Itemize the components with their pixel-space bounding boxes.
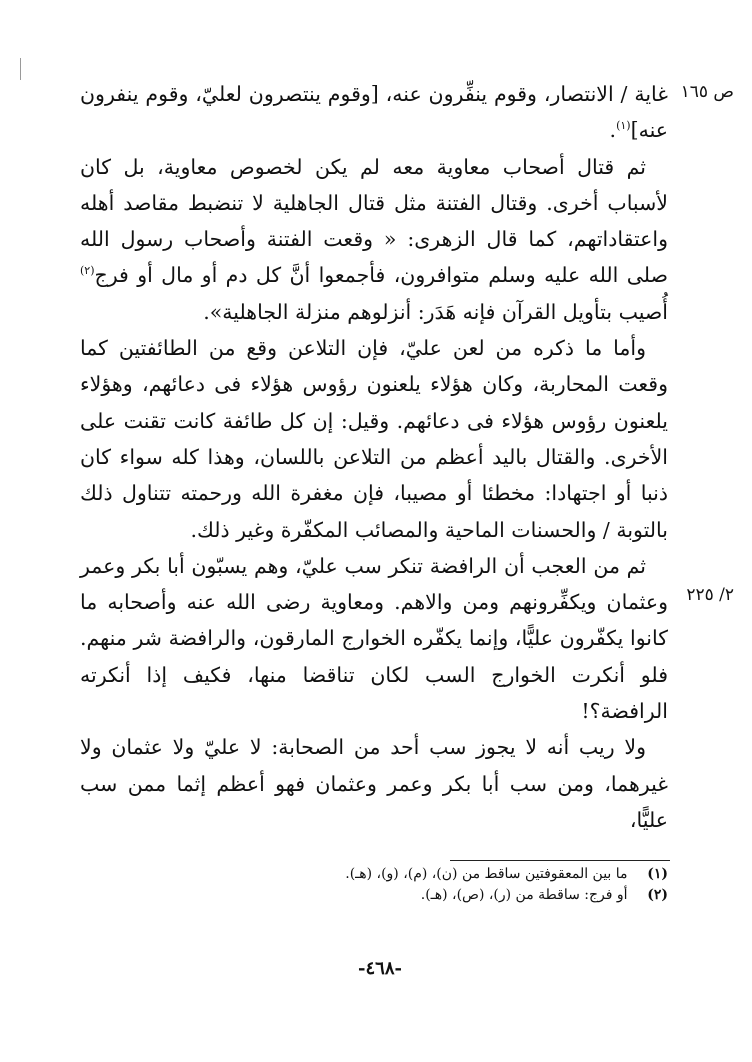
footnote-text: ما بين المعقوفتين ساقط من (ن)، (م)، (و)، (هـ). bbox=[345, 866, 628, 882]
footnote-number: (٢) bbox=[647, 887, 668, 903]
page-number: -٤٦٨- bbox=[358, 958, 402, 979]
footnote-2 bbox=[260, 885, 668, 906]
footnote-ref-1[interactable]: (١) bbox=[616, 119, 631, 133]
footnotes bbox=[260, 864, 668, 906]
paragraph-1: غاية / الانتصار، وقوم ينفِّرون عنه، [وقوم ينتصرون لعليّ، وقوم ينفرون عنه]$^{(١)}$. bbox=[80, 82, 668, 143]
paragraph-2: ثم قتال أصحاب معاوية معه لم يكن لخصوص معاوية، بل كان لأسباب أخرى. وقتال الفتنة مثل قتال الجاهلية لا تنضبط مقاصد أهله واعتقاداتهم، كما قال الزهرى: « وقعت الفتنة وأصحاب رسول الله صلى الله عليه وسلم متوافرون، فأجمعوا أنَّ كل دم أو مال أو فرج$^{(٢)}$ أُصيب بتأويل القرآن فإنه هَدَر: أنزلوهم منزلة الجاهلية». bbox=[80, 154, 668, 324]
footnote-1 bbox=[260, 864, 668, 885]
margin-note-volume-ref: ٢/ ٢٢٥ bbox=[686, 585, 734, 605]
margin-rule bbox=[20, 58, 21, 80]
footnote-ref-2[interactable]: (٢) bbox=[80, 264, 95, 278]
paragraph-4: ثم من العجب أن الرافضة تنكر سب عليّ، وهم يسبّون أبا بكر وعمر وعثمان ويكفِّرونهم ومن والاهم. ومعاوية رضى الله عنه وأصحابه ما كانوا يكفّرون عليًّا، وإنما يكفّره الخوارج المارقون، والرافضة شر منهم. فلو أنكرت الخوارج السب لكان تناقضا منها، فكيف إذا أنكرته الرافضة؟! bbox=[80, 553, 668, 724]
main-text bbox=[80, 76, 668, 838]
paragraph-5: ولا ريب أنه لا يجوز سب أحد من الصحابة: لا عليّ ولا عثمان ولا غيرهما، ومن سب أبا بكر وعمر وعثمان فهو أعظم إثما ممن سب عليًّا، bbox=[80, 735, 668, 832]
margin-note-page-ref: ص ١٦٥ bbox=[680, 82, 734, 102]
footnote-number: (١) bbox=[647, 866, 668, 882]
paragraph-3: وأما ما ذكره من لعن عليّ، فإن التلاعن وقع من الطائفتين كما وقعت المحاربة، وكان هؤلاء يلعنون رؤوس هؤلاء فى دعائهم، وهؤلاء يلعنون رؤوس هؤلاء فى دعائهم. وقيل: إن كل طائفة كانت تقنت على الأخرى. والقتال باليد أعظم من التلاعن باللسان، وهذا كله سواء كان ذنبا أو اجتهادا: مخطئا أو مصيبا، فإن مغفرة الله ورحمته تتناول ذلك بالتوبة / والحسنات الماحية والمصائب المكفّرة وغير ذلك. bbox=[80, 336, 668, 542]
footnote-separator bbox=[450, 860, 670, 861]
footnote-text: أو فرج: ساقطة من (ر)، (ص)، (هـ). bbox=[420, 887, 628, 903]
